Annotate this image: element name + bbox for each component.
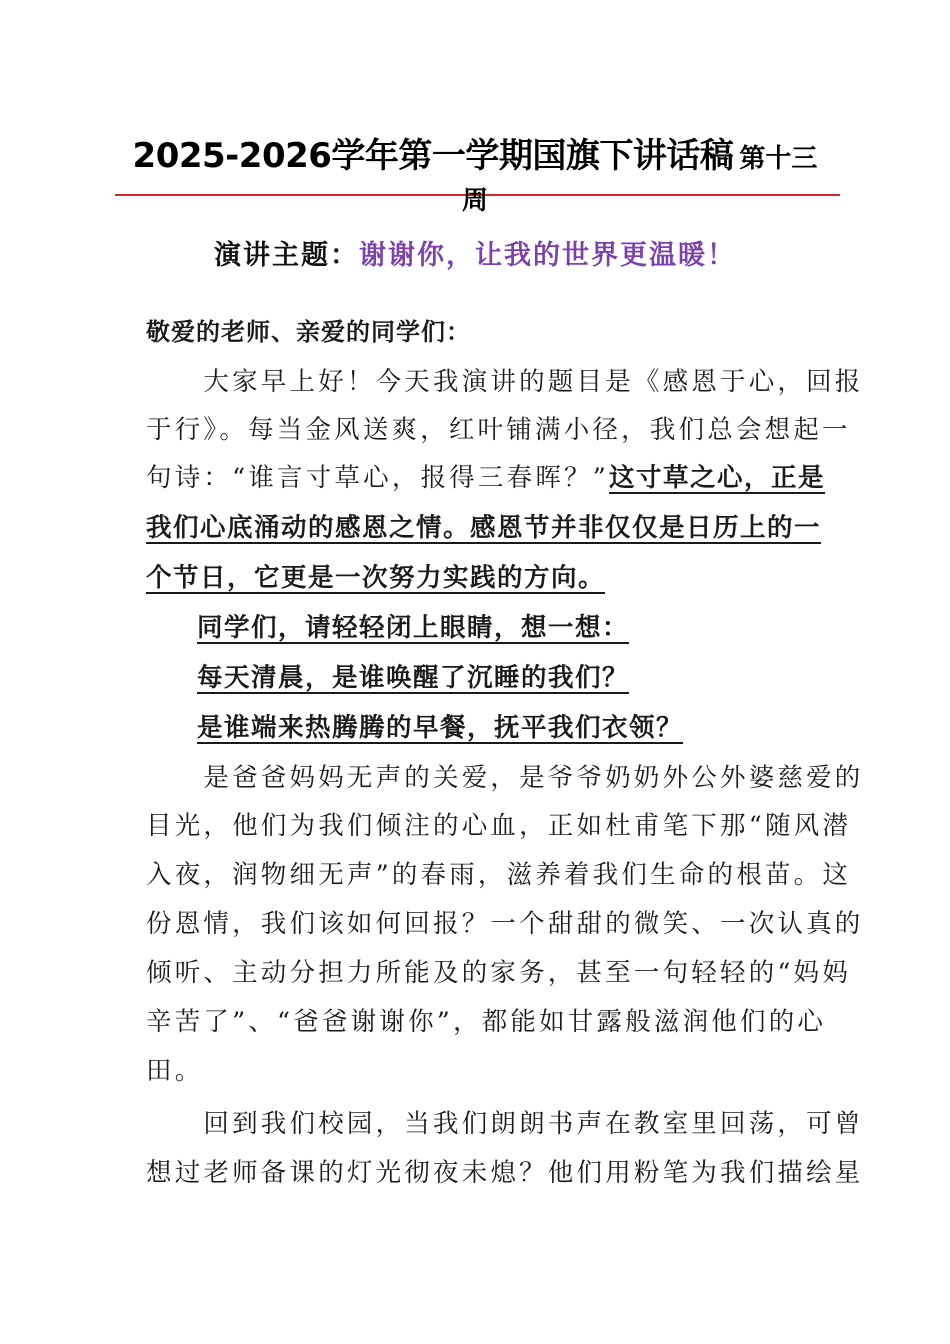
body-line: 份恩情，我们该如何回报？一个甜甜的微笑、一次认真的 xyxy=(146,909,864,939)
body-line-plain: 句诗：“谁言寸草心，报得三春晖？” xyxy=(146,463,609,493)
topic-text: 谢谢你，让我的世界更温暖！ xyxy=(359,240,736,271)
topic-label: 演讲主题： xyxy=(214,240,359,271)
body-line xyxy=(146,458,825,494)
body-line: 回到我们校园，当我们朗朗书声在教室里回荡，可曾 xyxy=(146,1109,864,1139)
body-line-emphasis: 每天清晨，是谁唤醒了沉睡的我们？ xyxy=(197,663,630,693)
body-line-emphasis: 是谁端来热腾腾的早餐，抚平我们衣领？ xyxy=(197,713,684,743)
body-line-emphasis: 我们心底涌动的感恩之情。感恩节并非仅仅是日历上的一 xyxy=(146,513,822,543)
body-line: 倾听、主动分担力所能及的家务，甚至一句轻轻的“妈妈 xyxy=(146,958,852,988)
body-line-emphasis: 同学们，请轻轻闭上眼睛，想一想： xyxy=(197,613,630,643)
body-line: 是爸爸妈妈无声的关爱，是爷爷奶奶外公外婆慈爱的 xyxy=(146,763,864,793)
body-line: 目光，他们为我们倾注的心血，正如杜甫笔下那“随风潜 xyxy=(146,811,852,841)
title-main: 2025-2026学年第一学期国旗下讲话稿 xyxy=(132,136,734,176)
greeting: 敬爱的老师、亲爱的同学们： xyxy=(146,317,471,346)
body-line: 辛苦了”、“爸爸谢谢你”，都能如甘露般滋润他们的心 xyxy=(146,1007,827,1037)
body-line-emphasis: 这寸草之心，正是 xyxy=(608,463,825,493)
speech-body xyxy=(146,0,864,1344)
body-line: 入夜，润物细无声”的春雨，滋养着我们生命的根苗。这 xyxy=(146,860,852,890)
body-line: 大家早上好！今天我演讲的题目是《感恩于心，回报 xyxy=(146,367,864,397)
body-line: 田。 xyxy=(146,1056,204,1086)
title-suffix: 第十三 xyxy=(739,144,818,174)
body-line: 想过老师备课的灯光彻夜未熄？他们用粉笔为我们描绘星 xyxy=(146,1158,864,1188)
title-wrap: 周 xyxy=(461,186,488,216)
body-line: 于行》。每当金风送爽，红叶铺满小径，我们总会想起一 xyxy=(146,415,851,445)
body-line-emphasis: 个节日，它更是一次努力实践的方向。 xyxy=(146,563,606,593)
